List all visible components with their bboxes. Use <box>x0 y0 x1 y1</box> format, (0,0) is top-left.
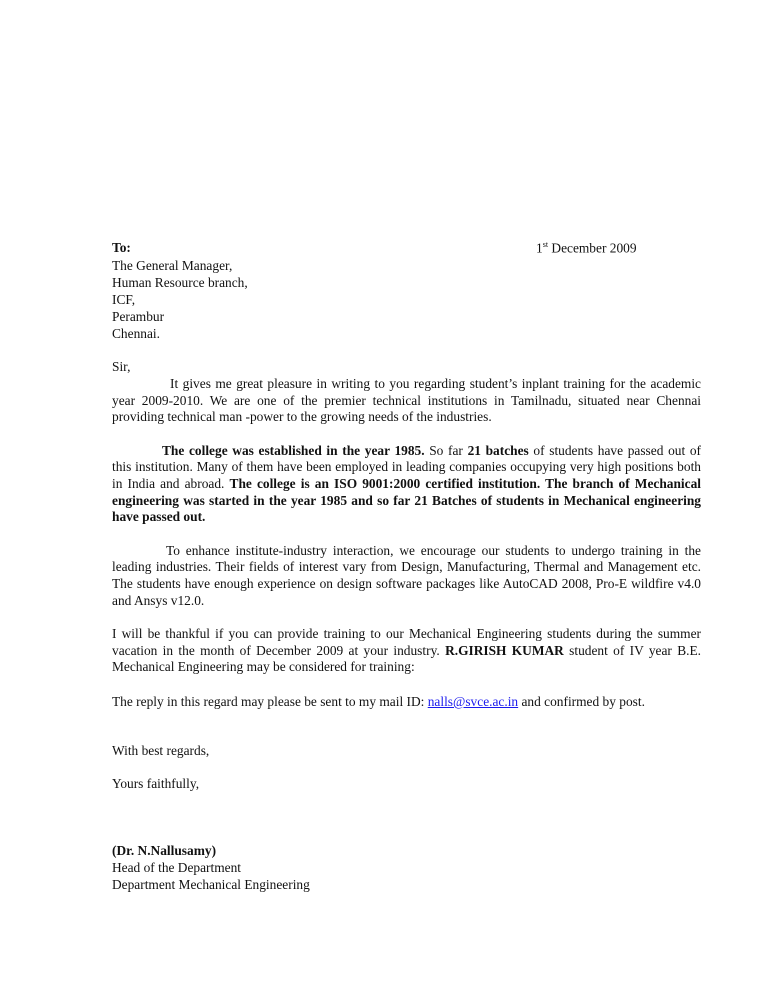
address-line: ICF, <box>112 292 136 307</box>
paragraph-interaction: To enhance institute-industry interaction, we encourage our students to undergo training in the leading industries. Their fields of interest vary from Design, Manufacturing, Thermal and Management etc. The students have enough experience on design software packages like AutoCAD 2008, Pro-E wildfire v4.0 and Ansys v12.0. <box>112 542 701 608</box>
salutation: Sir, <box>112 359 131 374</box>
signatory-title: Head of the Department <box>112 859 242 875</box>
letter <box>112 240 701 893</box>
closing-regards: With best regards, <box>112 742 210 758</box>
signatory-name: (Dr. N.Nallusamy) <box>112 842 217 858</box>
closing-faithfully: Yours faithfully, <box>112 775 200 791</box>
letter-date: 1st December 2009 <box>536 240 637 256</box>
paragraph-reply: The reply in this regard may please be sent to my mail ID: nalls@svce.ac.in and confirmed by post. <box>112 693 645 709</box>
paragraph-intro: It gives me great pleasure in writing to you regarding student’s inplant training for the academic year 2009-2010. We are one of the premier technical institutions in Tamilnadu, situated near Chennai providing technical man -power to the growing needs of the industries. <box>112 376 701 425</box>
email-link[interactable]: nalls@svce.ac.in <box>427 693 519 709</box>
address-line: The General Manager, <box>112 258 233 273</box>
recipient-address <box>112 257 701 342</box>
address-line: Human Resource branch, <box>112 275 248 290</box>
address-line: Chennai. <box>112 326 160 341</box>
address-line: Perambur <box>112 309 165 324</box>
letter-header <box>112 240 701 257</box>
paragraph-college: The college was established in the year 1985. So far 21 batches of students have passed out of this institution. Many of them have been employed in leading companies occupying very high positions both in India and abroad. The college is an ISO 9001:2000 certified institution. The branch of Mechanical engineering was started in the year 1985 and so far 21 Batches of students in Mechanical engineering have passed out. <box>112 442 702 525</box>
signatory-department: Department Mechanical Engineering <box>112 876 310 892</box>
paragraph-request: I will be thankful if you can provide training to our Mechanical Engineering students during the summer vacation in the month of December 2009 at your industry. R.GIRISH KUMAR student of IV year B.E. Mechanical Engineering may be considered for training: <box>112 626 702 675</box>
to-label: To: <box>112 240 131 255</box>
signature-block <box>112 842 701 893</box>
